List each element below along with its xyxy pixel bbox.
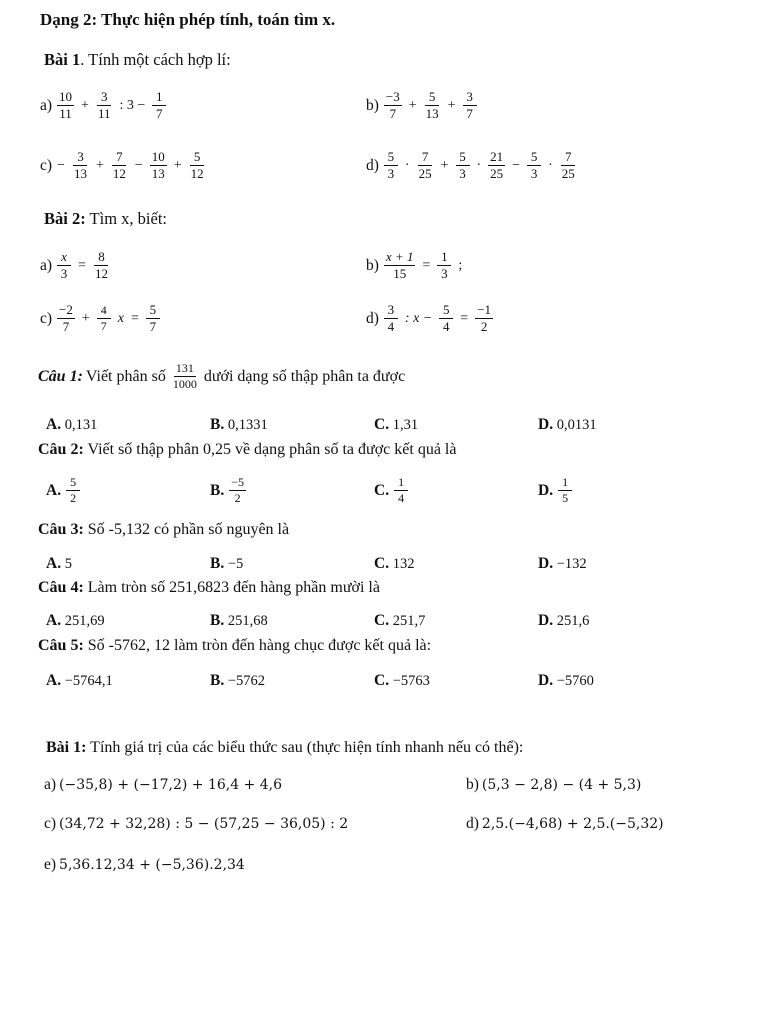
option-letter: D. bbox=[538, 672, 554, 689]
operator: + bbox=[447, 97, 456, 113]
bai2-label: Bài 2: bbox=[44, 209, 86, 228]
item-label: d) bbox=[466, 815, 479, 832]
bai1b-label: Bài 1: bbox=[46, 739, 87, 756]
denominator: 15 bbox=[393, 266, 407, 281]
option-letter: C. bbox=[374, 416, 390, 433]
denominator: 25 bbox=[490, 166, 504, 181]
operator: · bbox=[476, 157, 482, 173]
denominator: 7 bbox=[62, 319, 70, 334]
numerator: 8 bbox=[94, 250, 108, 266]
fraction bbox=[57, 303, 75, 334]
item-label: c) bbox=[44, 815, 57, 832]
fraction bbox=[439, 303, 453, 334]
cau1-label: Câu 1: bbox=[38, 367, 83, 385]
expression: 2,5.(−4,68) + 2,5.(−5,32) bbox=[481, 816, 664, 832]
cau4-question bbox=[38, 579, 380, 597]
option-letter: B. bbox=[210, 672, 225, 689]
fraction bbox=[97, 304, 111, 333]
numerator: 1 bbox=[152, 90, 166, 106]
numerator: 5 bbox=[425, 90, 439, 106]
cau1-option-d[interactable] bbox=[538, 416, 597, 434]
item-label: c) bbox=[40, 156, 53, 174]
cau4-option-a[interactable] bbox=[46, 612, 105, 630]
numerator: 10 bbox=[151, 149, 165, 164]
numerator: 5 bbox=[439, 303, 453, 319]
numerator: −1 bbox=[477, 302, 491, 317]
numerator: −5 bbox=[231, 475, 244, 489]
operator: + bbox=[408, 97, 417, 113]
fraction bbox=[394, 476, 408, 505]
numerator: 3 bbox=[384, 303, 398, 319]
bai1-item-b bbox=[366, 90, 479, 121]
denominator: 1000 bbox=[172, 377, 197, 391]
operator: + bbox=[81, 310, 90, 326]
expression: (5,3 − 2,8) − (4 + 5,3) bbox=[481, 777, 642, 793]
bai1b-item-c bbox=[44, 815, 348, 833]
option-letter: B. bbox=[210, 555, 225, 572]
denominator: 13 bbox=[425, 106, 439, 121]
numerator: 131 bbox=[175, 361, 194, 375]
bai2-title bbox=[44, 209, 167, 229]
cau4-option-d[interactable] bbox=[538, 612, 589, 630]
denominator: 3 bbox=[441, 266, 448, 281]
bai2-item-c bbox=[40, 303, 162, 334]
bai1b-title bbox=[46, 739, 523, 757]
cau2-option-a[interactable] bbox=[46, 476, 82, 505]
cau5-option-a[interactable] bbox=[46, 672, 113, 690]
option-value: 1,31 bbox=[392, 417, 419, 433]
operator: = bbox=[131, 310, 139, 326]
cau2-option-b[interactable] bbox=[210, 476, 248, 505]
fraction bbox=[437, 250, 451, 281]
numerator: x + 1 bbox=[385, 249, 414, 264]
fraction bbox=[488, 150, 505, 181]
numerator: 5 bbox=[527, 150, 541, 166]
cau4-option-b[interactable] bbox=[210, 612, 268, 630]
item-label: a) bbox=[40, 256, 53, 274]
cau5-option-d[interactable] bbox=[538, 672, 594, 690]
denominator: 11 bbox=[97, 106, 111, 121]
item-label: c) bbox=[40, 309, 53, 327]
operator: + bbox=[173, 157, 182, 173]
denominator: 7 bbox=[149, 319, 157, 334]
operator: = bbox=[460, 310, 469, 326]
denominator: 2 bbox=[70, 491, 77, 505]
bai1-label: Bài 1 bbox=[44, 50, 81, 69]
operator: − bbox=[57, 157, 65, 173]
denominator: 2 bbox=[234, 491, 241, 505]
option-letter: A. bbox=[46, 612, 62, 629]
numerator: 3 bbox=[97, 90, 111, 106]
denominator: 3 bbox=[530, 166, 538, 181]
operator: = bbox=[78, 257, 86, 273]
fraction bbox=[72, 150, 89, 181]
item-label: a) bbox=[40, 96, 53, 114]
cau3-option-d[interactable] bbox=[538, 555, 587, 573]
fraction bbox=[456, 150, 470, 181]
numerator: 5 bbox=[146, 303, 160, 319]
denominator: 7 bbox=[156, 106, 163, 121]
operator: = bbox=[422, 257, 431, 273]
fraction bbox=[463, 90, 477, 121]
denominator: 25 bbox=[561, 166, 575, 181]
option-value: −5760 bbox=[556, 673, 594, 689]
fraction bbox=[560, 150, 577, 181]
item-label: b) bbox=[366, 256, 379, 274]
item-label: b) bbox=[366, 96, 379, 114]
option-value: 0,1331 bbox=[227, 417, 268, 433]
item-label: d) bbox=[366, 309, 379, 327]
operator: + bbox=[440, 157, 449, 173]
denominator: 12 bbox=[94, 266, 108, 281]
cau3-option-b[interactable] bbox=[210, 555, 243, 573]
cau3-option-c[interactable] bbox=[374, 555, 414, 573]
option-letter: A. bbox=[46, 416, 62, 433]
bai2-item-a bbox=[40, 250, 112, 281]
option-value: 251,6 bbox=[556, 613, 590, 629]
bai1-title bbox=[44, 50, 231, 70]
operator: : 3 − bbox=[119, 97, 146, 113]
cau3-option-a[interactable] bbox=[46, 555, 72, 573]
numerator: 4 bbox=[97, 304, 111, 319]
denominator: 25 bbox=[418, 166, 432, 181]
fraction bbox=[146, 303, 160, 334]
denominator: 7 bbox=[100, 319, 107, 333]
option-value: −132 bbox=[556, 556, 587, 572]
fraction bbox=[111, 150, 128, 181]
option-value: −5763 bbox=[392, 673, 430, 689]
fraction bbox=[424, 90, 441, 121]
fraction bbox=[96, 90, 113, 121]
fraction bbox=[558, 476, 572, 505]
operator: + bbox=[95, 157, 104, 173]
bai1b-text: Tính giá trị của các biểu thức sau (thực hiện tính nhanh nếu có thể): bbox=[86, 739, 524, 756]
denominator: 7 bbox=[389, 106, 397, 121]
cau4-option-c[interactable] bbox=[374, 612, 425, 630]
item-label: a) bbox=[44, 776, 57, 793]
option-value: −5762 bbox=[227, 673, 266, 689]
operator: : x − bbox=[404, 310, 433, 326]
fraction bbox=[229, 476, 246, 505]
bai1-text: . Tính một cách hợp lí: bbox=[80, 50, 231, 69]
denominator: 12 bbox=[112, 166, 126, 181]
cau3-text: Số -5,132 có phần số nguyên là bbox=[83, 521, 290, 538]
fraction bbox=[384, 303, 398, 334]
fraction bbox=[384, 150, 398, 181]
option-value: 0,0131 bbox=[556, 417, 597, 433]
option-letter: D. bbox=[538, 416, 554, 433]
option-value: 5 bbox=[64, 556, 72, 572]
option-value: −5764,1 bbox=[64, 673, 113, 689]
denominator: 3 bbox=[387, 166, 395, 181]
cau4-label: Câu 4: bbox=[38, 579, 84, 596]
numerator: 3 bbox=[463, 90, 477, 106]
variable-x: x bbox=[117, 310, 125, 326]
numerator: 1 bbox=[558, 476, 572, 491]
cau2-text: Viết số thập phân 0,25 về dạng phân số ta được kết quả là bbox=[83, 441, 457, 458]
option-value: −5 bbox=[227, 556, 244, 572]
denominator: 13 bbox=[73, 166, 87, 181]
fraction bbox=[93, 250, 110, 281]
item-label: b) bbox=[466, 776, 479, 793]
numerator: −3 bbox=[385, 89, 400, 104]
item-label: d) bbox=[366, 156, 379, 174]
cau2-option-c[interactable] bbox=[374, 476, 410, 505]
cau1-option-b[interactable] bbox=[210, 416, 268, 434]
numerator: 5 bbox=[66, 476, 80, 491]
option-value: 251,7 bbox=[392, 613, 426, 629]
cau2-option-d[interactable] bbox=[538, 476, 574, 505]
operator: + bbox=[81, 97, 89, 113]
fraction bbox=[384, 90, 402, 121]
option-letter: C. bbox=[374, 672, 390, 689]
option-letter: D. bbox=[538, 481, 554, 499]
cau5-text: Số -5762, 12 làm tròn đến hàng chục được kết quả là: bbox=[83, 637, 432, 654]
cau4-text: Làm tròn số 251,6823 đến hàng phần mười là bbox=[83, 579, 380, 596]
bai2-item-d bbox=[366, 303, 495, 334]
denominator: 7 bbox=[466, 106, 473, 121]
cau2-label: Câu 2: bbox=[38, 441, 84, 458]
option-value: 0,131 bbox=[64, 417, 98, 433]
numerator: 5 bbox=[456, 150, 470, 166]
denominator: 3 bbox=[60, 266, 68, 281]
option-letter: D. bbox=[538, 612, 554, 629]
cau1-option-c[interactable] bbox=[374, 416, 418, 434]
option-letter: A. bbox=[46, 555, 62, 572]
numerator: 10 bbox=[59, 89, 73, 104]
option-letter: D. bbox=[538, 555, 554, 572]
operator: − bbox=[134, 157, 143, 173]
option-letter: B. bbox=[210, 416, 225, 433]
operator: ; bbox=[458, 257, 463, 273]
fraction bbox=[417, 150, 434, 181]
operator: · bbox=[548, 157, 553, 173]
option-letter: A. bbox=[46, 672, 62, 689]
denominator: 11 bbox=[59, 106, 72, 121]
fraction bbox=[171, 362, 199, 391]
numerator: 7 bbox=[418, 150, 432, 166]
numerator: 5 bbox=[190, 150, 204, 166]
cau5-question bbox=[38, 637, 431, 655]
bai1b-item-b bbox=[466, 776, 641, 794]
denominator: 3 bbox=[459, 166, 466, 181]
bai2-item-b bbox=[366, 250, 464, 281]
denominator: 4 bbox=[387, 319, 395, 334]
fraction bbox=[475, 303, 493, 334]
numerator: −2 bbox=[59, 302, 73, 317]
numerator: 7 bbox=[561, 150, 575, 166]
cau3-question bbox=[38, 521, 289, 539]
bai1b-item-a bbox=[44, 776, 282, 794]
fraction bbox=[189, 150, 206, 181]
bai1-item-a bbox=[40, 90, 168, 121]
option-value: 251,68 bbox=[227, 613, 268, 629]
numerator: 3 bbox=[73, 150, 87, 166]
expression: 5,36.12,34 + (−5,36).2,34 bbox=[59, 857, 245, 873]
denominator: 13 bbox=[151, 166, 165, 181]
bai1b-item-e bbox=[44, 856, 245, 874]
cau1-option-a[interactable] bbox=[46, 416, 97, 434]
numerator: 7 bbox=[112, 150, 126, 166]
cau5-option-c[interactable] bbox=[374, 672, 430, 690]
option-letter: A. bbox=[46, 481, 62, 499]
fraction bbox=[152, 90, 166, 121]
option-letter: C. bbox=[374, 481, 390, 499]
section-heading: Dạng 2: Thực hiện phép tính, toán tìm x. bbox=[40, 10, 336, 29]
option-value: 251,69 bbox=[64, 613, 105, 629]
cau1-question bbox=[38, 362, 405, 391]
expression: (34,72 + 32,28) : 5 − (57,25 − 36,05) : 2 bbox=[59, 816, 349, 832]
numerator: 21 bbox=[490, 149, 504, 164]
option-letter: C. bbox=[374, 612, 390, 629]
option-value: 132 bbox=[392, 556, 415, 572]
denominator: 5 bbox=[562, 491, 569, 505]
denominator: 4 bbox=[398, 491, 405, 505]
fraction bbox=[57, 250, 71, 281]
option-letter: C. bbox=[374, 555, 390, 572]
cau5-option-b[interactable] bbox=[210, 672, 265, 690]
denominator: 12 bbox=[190, 166, 204, 181]
numerator: x bbox=[57, 250, 71, 266]
bai1b-item-d bbox=[466, 815, 664, 833]
bai2-text: Tìm x, biết: bbox=[85, 209, 167, 228]
denominator: 4 bbox=[443, 319, 450, 334]
numerator: 5 bbox=[384, 150, 398, 166]
fraction bbox=[384, 250, 416, 281]
operator: − bbox=[512, 157, 521, 173]
denominator: 2 bbox=[480, 319, 488, 334]
bai1-item-d bbox=[366, 150, 579, 181]
expression: (−35,8) + (−17,2) + 16,4 + 4,6 bbox=[59, 777, 283, 793]
fraction bbox=[527, 150, 541, 181]
fraction bbox=[150, 150, 167, 181]
cau3-label: Câu 3: bbox=[38, 521, 84, 538]
operator: · bbox=[404, 157, 410, 173]
cau1-text: Viết phân số bbox=[85, 367, 166, 385]
cau1-text-end: dưới dạng số thập phân ta được bbox=[203, 367, 406, 385]
cau5-label: Câu 5: bbox=[38, 637, 84, 654]
fraction bbox=[66, 476, 80, 505]
numerator: 1 bbox=[394, 476, 408, 491]
option-letter: B. bbox=[210, 612, 225, 629]
numerator: 1 bbox=[437, 250, 451, 266]
bai1-item-c bbox=[40, 150, 208, 181]
fraction bbox=[57, 90, 74, 121]
item-label: e) bbox=[44, 856, 57, 873]
cau2-question bbox=[38, 441, 456, 459]
option-letter: B. bbox=[210, 481, 225, 499]
